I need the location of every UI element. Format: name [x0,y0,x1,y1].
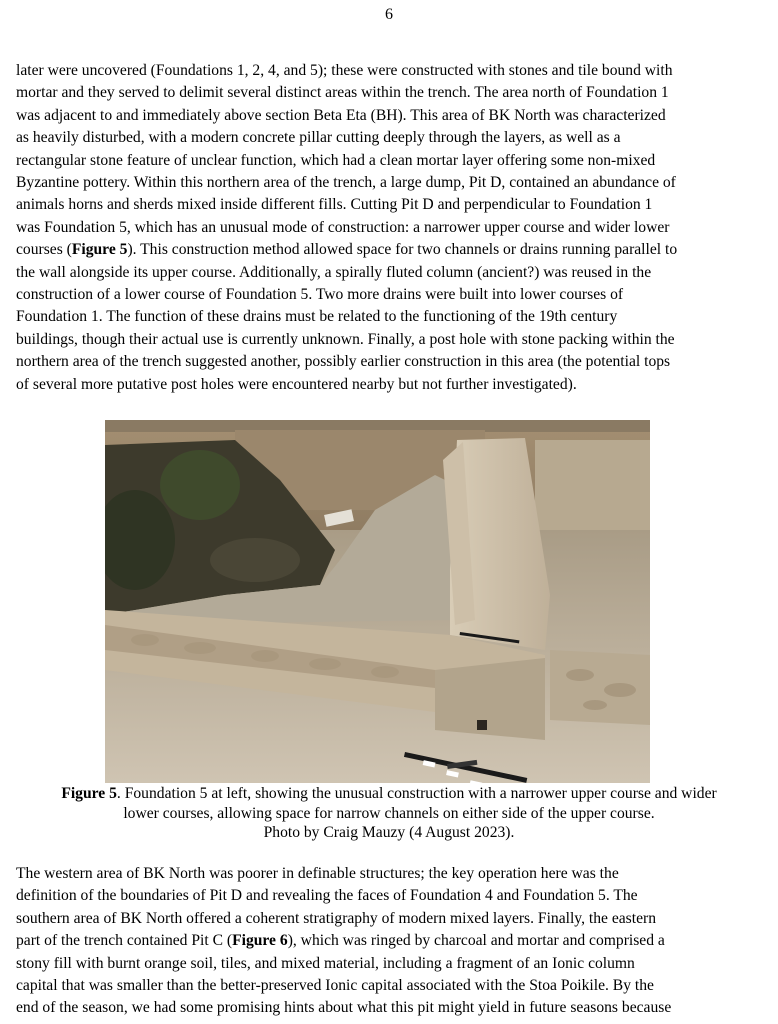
text-line: mortar and they served to delimit several distinct areas within the trench. The area north of Foundation 1 [16,84,669,102]
text-line: Byzantine pottery. Within this northern area of the trench, a large dump, Pit D, contained an abundance of [16,174,676,192]
text-line: construction of a lower course of Foundation 5. Two more drains were built into lower courses of [16,286,624,304]
text-line [16,239,756,261]
figure-reference: Figure 5 [71,241,128,259]
text-run: ). This construction method allowed space for two channels or drains running parallel to [127,241,678,259]
text-line: was Foundation 5, which has an unusual mode of construction: a narrower upper course and wider lower [16,218,670,236]
text-line: of several more putative post holes were encountered nearby but not further investigated). [16,375,577,393]
text-line: southern area of BK North offered a coherent stratigraphy of modern mixed layers. Finally, the eastern [16,909,656,927]
page-number: 6 [385,6,393,23]
text-line: the wall alongside its upper course. Additionally, a spirally fluted column (ancient?) was reused in the [16,263,652,281]
paragraph [16,60,756,396]
photo-credit: Photo by Craig Mauzy (4 August 2023). [263,824,515,841]
text-line: end of the season, we had some promising hints about what this pit might yield in future seasons because [16,999,672,1017]
caption-text: . Foundation 5 at left, showing the unusual construction with a narrower upper course and wider [116,785,717,802]
figure-caption [0,784,778,843]
text-line [16,930,756,952]
text-line: northern area of the trench suggested another, possibly earlier construction in this area (the potential tops [16,353,671,371]
text-line: was adjacent to and immediately above section Beta Eta (BH). This area of BK North was characterized [16,106,666,124]
figure-reference: Figure 6 [232,932,288,950]
text-line: as heavily disturbed, with a modern concrete pillar cutting deeply through the layers, as well as a [16,129,621,147]
text-line: Foundation 1. The function of these drains must be related to the functioning of the 19th century [16,308,618,326]
figure-label: Figure 5 [61,785,117,802]
text-line: definition of the boundaries of Pit D and revealing the faces of Foundation 4 and Foundation 5. The [16,887,638,905]
paragraph [16,863,756,1020]
text-line: capital that was smaller than the better-preserved Ionic capital associated with the Stoa Poikile. By the [16,977,654,995]
text-run: courses ( [16,241,72,259]
caption-line [0,784,778,804]
caption-line: lower courses, allowing space for narrow channels on either side of the upper course. [123,804,655,822]
text-line: later were uncovered (Foundations 1, 2, 4, and 5); these were constructed with stones and tile bound with [16,62,673,79]
text-line: animals horns and sherds mixed inside different fills. Cutting Pit D and perpendicular to Foundation 1 [16,196,653,214]
text-line: buildings, though their actual use is currently unknown. Finally, a post hole with stone packing within the [16,330,675,348]
text-run: part of the trench contained Pit C ( [16,932,233,950]
text-line: The western area of BK North was poorer in definable structures; the key operation here was the [16,865,619,882]
excavation-photo [105,420,650,783]
text-line: rectangular stone feature of unclear function, which had a clean mortar layer offering some non-mixed [16,151,656,169]
text-run: ), which was ringed by charcoal and mortar and comprised a [287,932,665,950]
text-line: stony fill with burnt orange soil, tiles, and mixed material, including a fragment of an Ionic column [16,954,635,972]
